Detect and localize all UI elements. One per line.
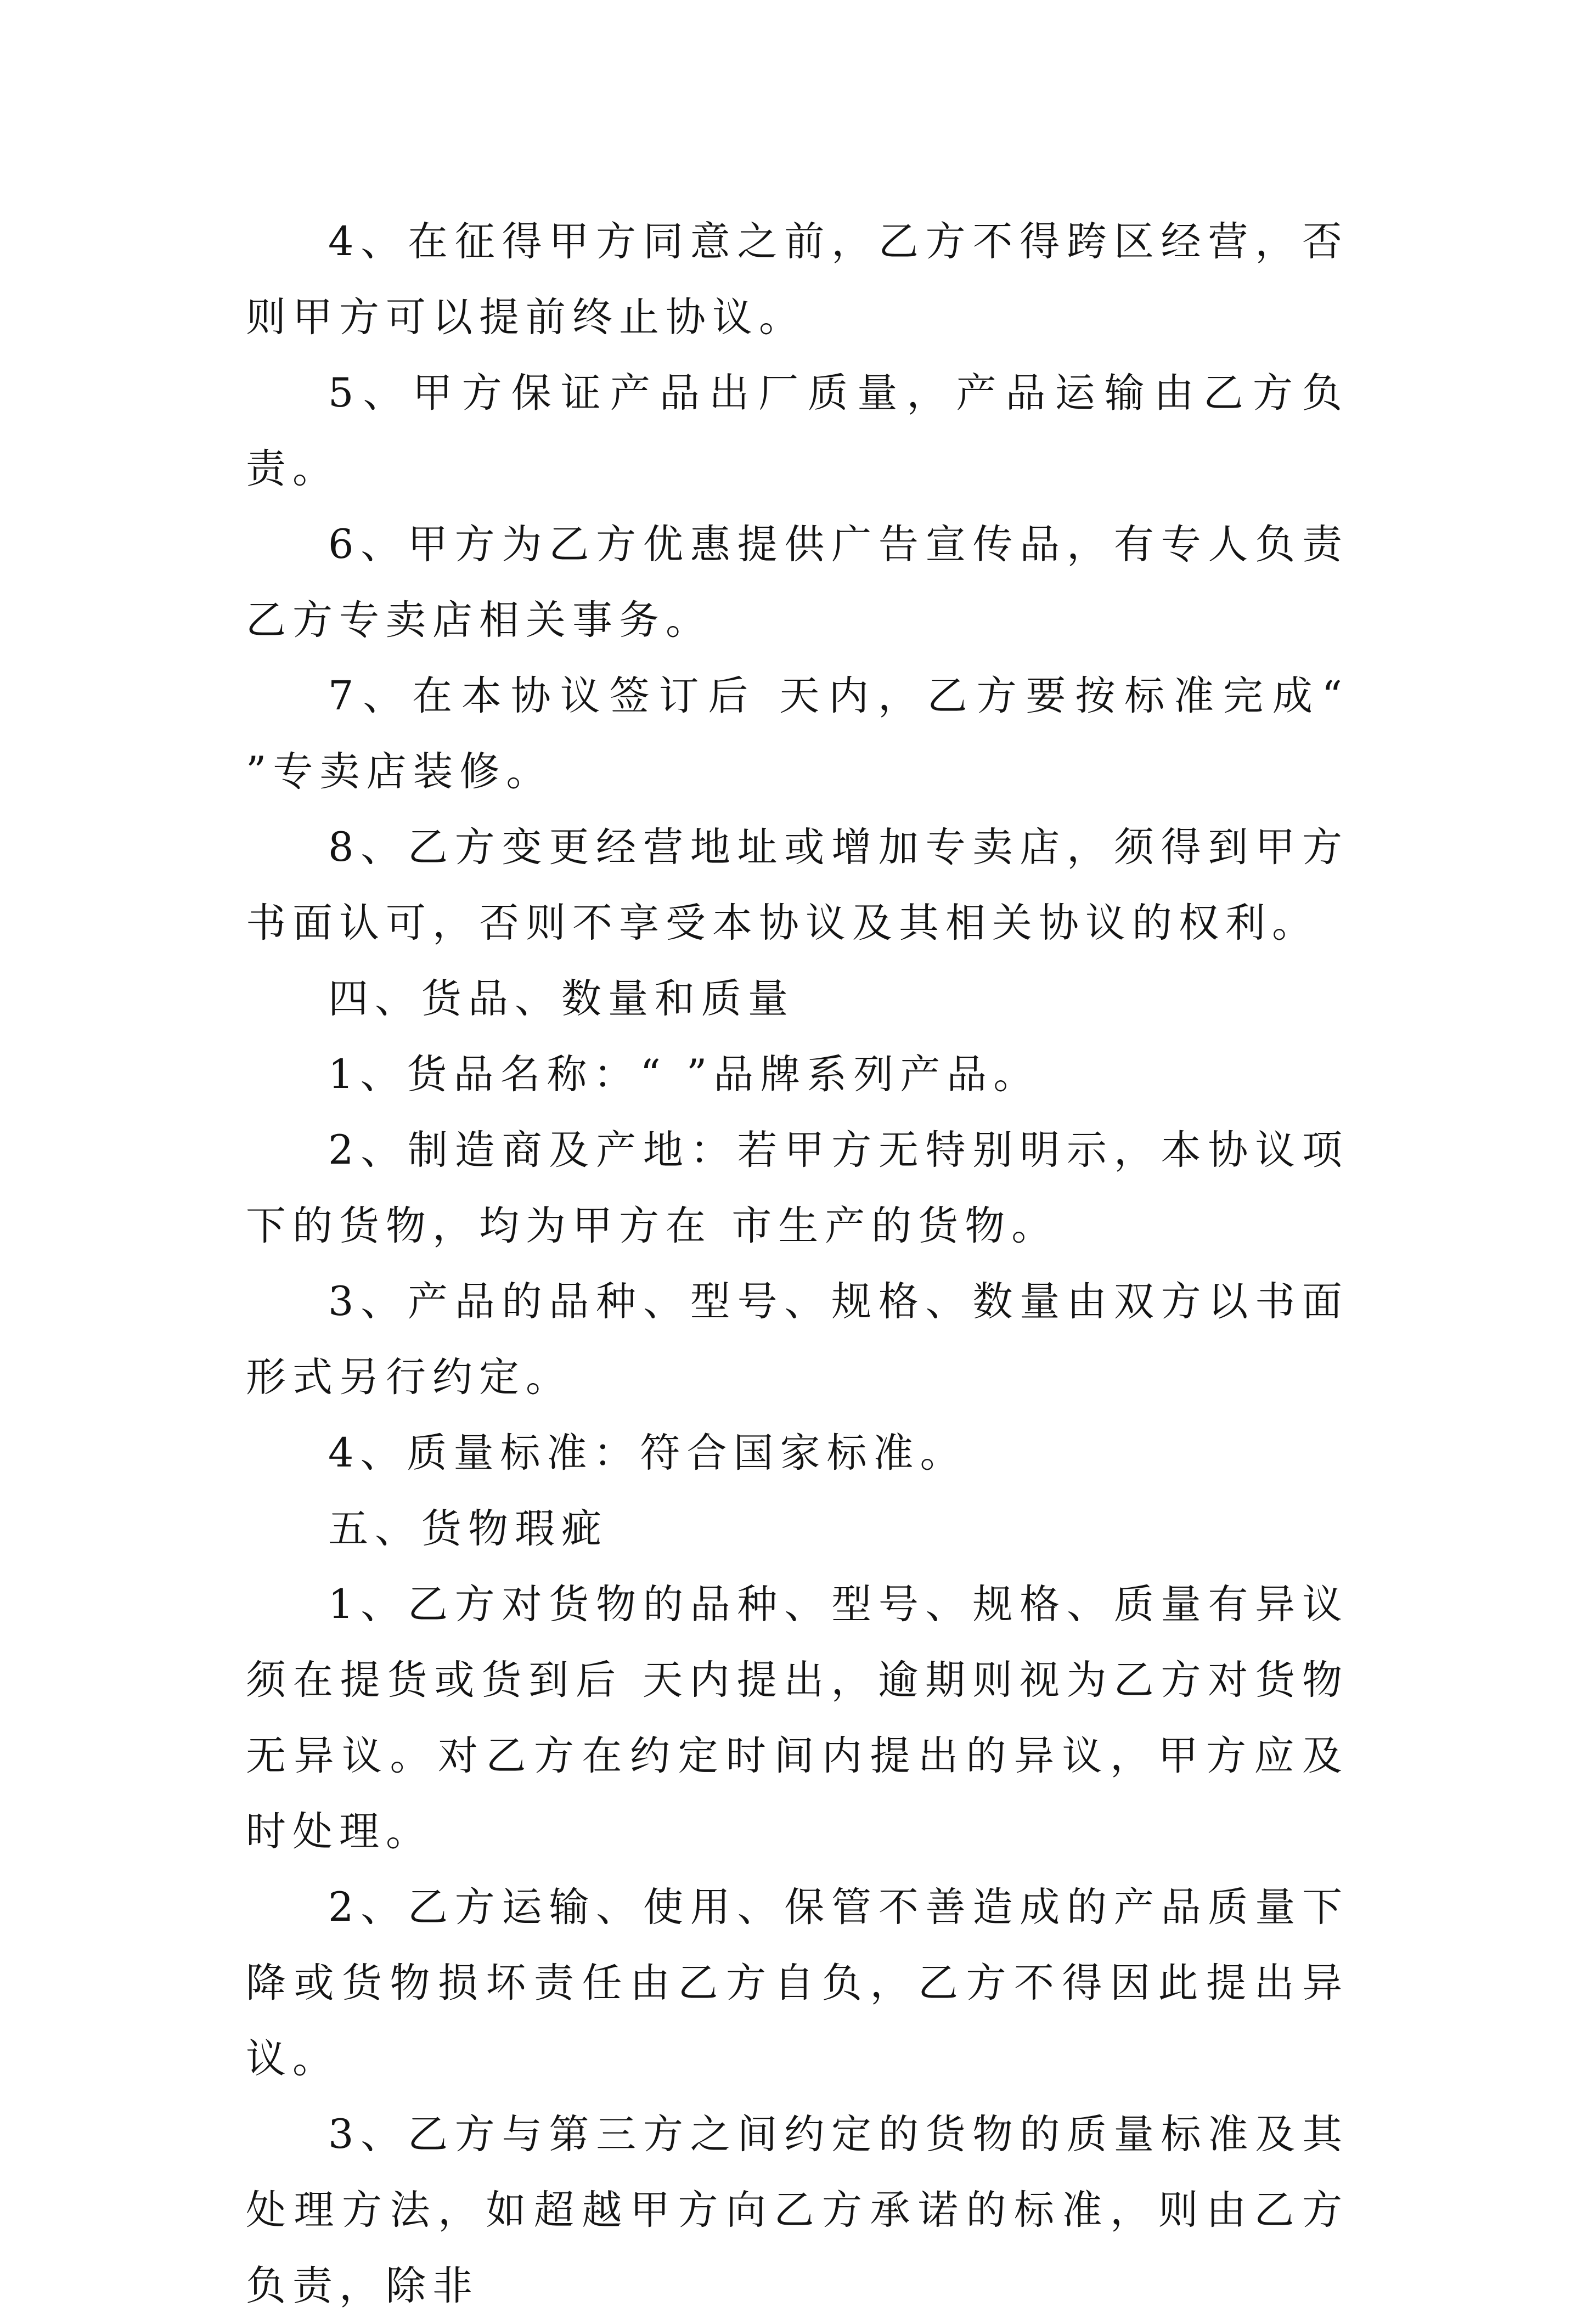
- clause-4-1-paragraph: 1、货品名称：“ ”品牌系列产品。: [328, 1051, 1040, 1098]
- section-4-heading: 四、货品、数量和质量: [328, 975, 795, 1022]
- document-body: [246, 204, 1369, 2324]
- clause-4-4-paragraph: 4、质量标准：符合国家标准。: [328, 1430, 967, 1476]
- clause-4-2-paragraph: 2、制造商及产地：若甲方无特别明示，本协议项下的货物，均为甲方在 市生产的货物。: [246, 1127, 1349, 1249]
- clause-5-1-paragraph: 1、乙方对货物的品种、型号、规格、质量有异议须在提货或货到后 天内提出，逾期则视为乙方对货物无异议。对乙方在约定时间内提出的异议，甲方应及时处理。: [246, 1581, 1349, 1855]
- section-5-heading: 五、货物瑕疵: [328, 1505, 608, 1552]
- clause-3-6-paragraph: 6、甲方为乙方优惠提供广告宣传品，有专人负责乙方专卖店相关事务。: [246, 521, 1349, 644]
- clause-3-5-paragraph: 5、甲方保证产品出厂质量，产品运输由乙方负责。: [246, 370, 1349, 492]
- clause-3-8-paragraph: 8、乙方变更经营地址或增加专卖店，须得到甲方书面认可，否则不享受本协议及其相关协议的权利。: [246, 824, 1349, 946]
- clause-5-3-paragraph: 3、乙方与第三方之间约定的货物的质量标准及其处理方法，如超越甲方向乙方承诺的标准，则由乙方负责，除非: [246, 2111, 1349, 2309]
- clause-3-4-paragraph: 4、在征得甲方同意之前，乙方不得跨区经营，否则甲方可以提前终止协议。: [246, 218, 1349, 341]
- clause-5-2-paragraph: 2、乙方运输、使用、保管不善造成的产品质量下降或货物损坏责任由乙方自负，乙方不得因此提出异议。: [246, 1884, 1349, 2082]
- clause-3-7-paragraph: 7、在本协议签订后 天内，乙方要按标准完成“ ”专卖店装修。: [246, 673, 1369, 795]
- clause-4-3-paragraph: 3、产品的品种、型号、规格、数量由双方以书面形式另行约定。: [246, 1278, 1349, 1401]
